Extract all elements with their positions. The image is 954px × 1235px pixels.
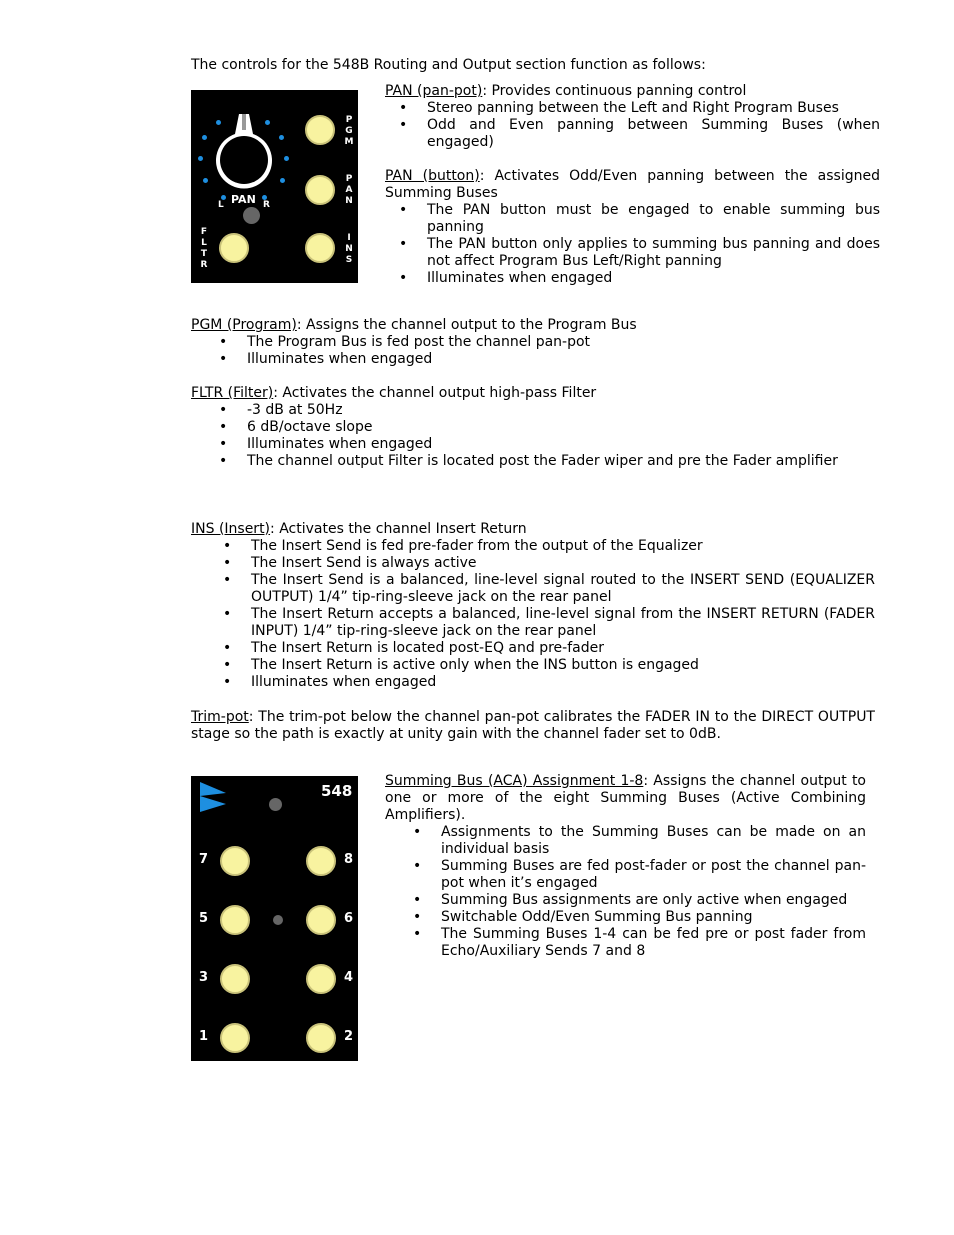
pan-led — [203, 178, 208, 183]
bus-1-button[interactable] — [220, 1023, 250, 1053]
list-item: • Illuminates when engaged — [251, 674, 875, 691]
list-item: • -3 dB at 50Hz — [247, 402, 881, 419]
list-item: • Illuminates when engaged — [427, 270, 880, 287]
bus-number-label: 8 — [344, 852, 354, 867]
pan-pot-desc: : Provides continuous panning control — [482, 83, 747, 99]
bus-number-label: 5 — [199, 911, 209, 926]
list-item: • 6 dB/octave slope — [247, 419, 881, 436]
pan-right-label: R — [263, 200, 270, 210]
ins-desc: : Activates the channel Insert Return — [270, 521, 527, 537]
pan-left-label: L — [218, 200, 224, 210]
ins-label: I N S — [345, 233, 353, 265]
list-item: • Odd and Even panning between Summing Buses (when engaged) — [427, 117, 880, 151]
bus-number-label: 1 — [199, 1029, 209, 1044]
ins-section — [191, 521, 875, 691]
list-item: • Assignments to the Summing Buses can be made on an individual basis — [441, 824, 866, 858]
fltr-title: FLTR (Filter) — [191, 385, 274, 401]
summing-bus-desc: : Assigns the channel output to one or more of the eight Summing Buses (Active Combining Amplifiers). — [385, 773, 866, 823]
list-item: • The Insert Return is active only when the INS button is engaged — [251, 657, 875, 674]
list-item: • Summing Bus assignments are only active when engaged — [441, 892, 866, 909]
list-item: • The PAN button must be engaged to enable summing bus panning — [427, 202, 880, 236]
pan-led — [202, 135, 207, 140]
list-item: • Illuminates when engaged — [247, 436, 881, 453]
pan-led — [279, 135, 284, 140]
pgm-label: P G M — [344, 115, 354, 147]
pan-button[interactable] — [305, 175, 335, 205]
bus-2-button[interactable] — [306, 1023, 336, 1053]
bus-number-label: 4 — [344, 970, 354, 985]
ins-title: INS (Insert) — [191, 521, 271, 537]
bus-number-label: 6 — [344, 911, 354, 926]
list-item: • The Insert Return accepts a balanced, line-level signal from the INSERT RETURN (FADER INPUT) 1/4” tip-ring-sleeve jack on the rear panel — [251, 606, 875, 640]
bus-8-button[interactable] — [306, 846, 336, 876]
pgm-section — [191, 317, 881, 368]
ins-button[interactable] — [305, 233, 335, 263]
pan-button-section — [385, 168, 880, 287]
intro-text: The controls for the 548B Routing and Output section function as follows: — [191, 57, 706, 73]
list-item: • The Insert Send is fed pre-fader from the output of the Equalizer — [251, 538, 875, 555]
list-item: • Stereo panning between the Left and Right Program Buses — [427, 100, 880, 117]
pan-knob-label: PAN — [231, 193, 256, 206]
list-item: • Switchable Odd/Even Summing Bus panning — [441, 909, 866, 926]
list-item: • The Program Bus is fed post the channel pan-pot — [247, 334, 881, 351]
bus-number-label: 7 — [199, 852, 209, 867]
indicator-led — [269, 798, 282, 811]
trim-pot-desc: : The trim-pot below the channel pan-pot calibrates the FADER IN to the DIRECT OUTPUT stage so the path is exactly at unity gain with the channel fader set to 0dB. — [191, 709, 875, 742]
api-logo-icon — [196, 780, 230, 812]
list-item: • The Insert Return is located post-EQ and pre-fader — [251, 640, 875, 657]
list-item: • The Insert Send is a balanced, line-level signal routed to the INSERT SEND (EQUALIZER OUTPUT) 1/4” tip-ring-sleeve jack on the rear panel — [251, 572, 875, 606]
pan-button-desc: : Activates Odd/Even panning between the assigned Summing Buses — [385, 168, 880, 201]
trim-pot-section — [191, 709, 875, 743]
list-item: • The Insert Send is always active — [251, 555, 875, 572]
fltr-label: F L T R — [200, 227, 208, 270]
pan-pot-section — [385, 83, 880, 151]
pan-led — [284, 156, 289, 161]
bus-number-label: 2 — [344, 1029, 354, 1044]
fltr-button[interactable] — [219, 233, 249, 263]
list-item: • The PAN button only applies to summing bus panning and does not affect Program Bus Left/Right panning — [427, 236, 880, 270]
pan-knob-icon[interactable] — [209, 110, 279, 200]
fltr-section — [191, 385, 881, 470]
bus-number-label: 3 — [199, 970, 209, 985]
bus-7-button[interactable] — [220, 846, 250, 876]
pan-pot-title: PAN (pan-pot) — [385, 83, 483, 99]
indicator-led — [273, 915, 283, 925]
pgm-title: PGM (Program) — [191, 317, 297, 333]
pan-control-panel-image — [191, 90, 358, 283]
pgm-desc: : Assigns the channel output to the Program Bus — [296, 317, 637, 333]
trim-pot[interactable] — [243, 207, 260, 224]
summing-bus-title: Summing Bus (ACA) Assignment 1-8 — [385, 773, 644, 789]
pgm-button[interactable] — [305, 115, 335, 145]
pan-led — [198, 156, 203, 161]
summing-bus-panel-image — [191, 776, 358, 1061]
model-label: 548 — [321, 782, 353, 800]
bus-5-button[interactable] — [220, 905, 250, 935]
pan-led — [280, 178, 285, 183]
summing-bus-section — [385, 773, 866, 960]
trim-pot-title: Trim-pot — [191, 709, 249, 725]
list-item: • Illuminates when engaged — [247, 351, 881, 368]
bus-3-button[interactable] — [220, 964, 250, 994]
list-item: • The channel output Filter is located post the Fader wiper and pre the Fader amplifier — [247, 453, 881, 470]
bus-4-button[interactable] — [306, 964, 336, 994]
list-item: • Summing Buses are fed post-fader or post the channel pan-pot when it’s engaged — [441, 858, 866, 892]
fltr-desc: : Activates the channel output high-pass Filter — [273, 385, 597, 401]
pan-button-title: PAN (button) — [385, 168, 480, 184]
bus-6-button[interactable] — [306, 905, 336, 935]
pan-button-label: P A N — [345, 174, 353, 206]
list-item: • The Summing Buses 1-4 can be fed pre or post fader from Echo/Auxiliary Sends 7 and 8 — [441, 926, 866, 960]
